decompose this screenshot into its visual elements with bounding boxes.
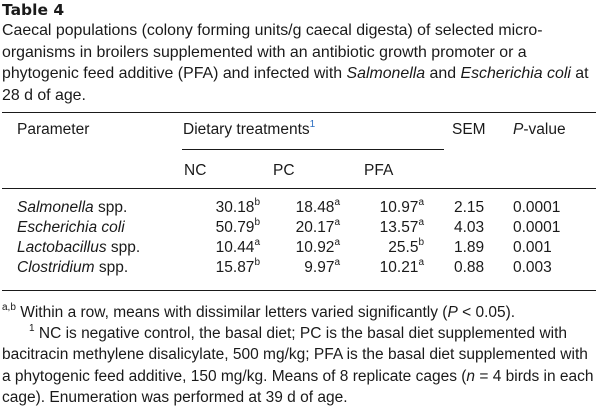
row-parameter xyxy=(17,218,125,237)
row-nc-number: 10.44 xyxy=(215,239,255,256)
row-pc-value xyxy=(296,238,340,257)
row-p-value: 0.0001 xyxy=(513,199,561,216)
row-nc-value xyxy=(216,218,260,237)
row-nc-letter: b xyxy=(254,256,260,268)
row-pc-letter: a xyxy=(334,196,340,208)
header-p-value xyxy=(513,120,566,139)
row-parameter-italic: Lactobacillus xyxy=(17,239,107,256)
row-nc-value xyxy=(216,198,260,217)
row-sem: 0.88 xyxy=(454,259,485,276)
row-parameter-italic: Escherichia coli xyxy=(17,219,125,236)
table-top-rule xyxy=(2,112,596,113)
header-nc: NC xyxy=(184,162,207,179)
footnote-ab-text: Within a row, means with dissimilar letters varied significantly ( xyxy=(15,304,448,321)
header-sem: SEM xyxy=(452,121,486,138)
header-p-rest: -value xyxy=(523,121,566,138)
footnote-1-tail: = 4 birds in each cage). Enumeration was performed at 39 d of age. xyxy=(2,367,594,407)
header-dietary-footnote-link[interactable]: 1 xyxy=(309,118,316,130)
table-title: Table 4 xyxy=(2,1,65,19)
footnote-ab-marker: a,b xyxy=(2,301,16,313)
row-p-value: 0.001 xyxy=(513,239,552,256)
header-dietary-label: Dietary treatments xyxy=(183,121,310,138)
header-bottom-rule xyxy=(2,188,596,189)
row-parameter xyxy=(17,198,127,217)
row-sem: 1.89 xyxy=(454,239,485,256)
footnote-1-text: NC is negative control, the basal diet; PC is the basal diet supplemented with bacitracin methylene disalicylate, 500 mg/kg; PFA is the basal diet supplemented with a phytogenic feed additive, 150 mg/kg. Means of 8 replicate cages ( xyxy=(2,325,588,385)
row-p-value: 0.0001 xyxy=(513,219,561,236)
row-nc-letter: b xyxy=(254,196,260,208)
row-pfa-number: 13.57 xyxy=(379,219,419,236)
row-pfa-letter: a xyxy=(418,256,424,268)
row-pc-letter: a xyxy=(334,216,340,228)
row-parameter xyxy=(17,238,140,257)
footnote-ab-tail: < 0.05). xyxy=(457,304,516,321)
row-pfa-letter: a xyxy=(418,216,424,228)
row-pc-number: 9.97 xyxy=(304,259,335,276)
row-sem: 4.03 xyxy=(454,219,485,236)
footnote-ab xyxy=(2,302,596,323)
row-pfa-value xyxy=(380,258,424,277)
header-p-italic: P xyxy=(513,121,524,138)
header-dietary-treatments xyxy=(183,120,315,139)
row-pc-value xyxy=(304,258,340,277)
row-pfa-number: 10.97 xyxy=(379,199,419,216)
row-pfa-letter: b xyxy=(418,236,424,248)
table-bottom-rule xyxy=(2,290,596,291)
row-pfa-number: 10.21 xyxy=(379,259,419,276)
header-parameter: Parameter xyxy=(17,121,90,138)
footnote-1-marker: 1 xyxy=(29,322,35,334)
row-pc-number: 10.92 xyxy=(295,239,335,256)
caption-tail: at 28 d of age. xyxy=(2,65,589,104)
row-pc-number: 20.17 xyxy=(295,219,335,236)
footnote-1 xyxy=(2,323,596,409)
row-pfa-number: 25.5 xyxy=(388,239,419,256)
caption-salmonella: Salmonella xyxy=(346,65,426,82)
footnote-1-n: n xyxy=(466,367,476,385)
row-pc-value xyxy=(296,198,340,217)
row-nc-letter: a xyxy=(254,236,260,248)
table-caption xyxy=(2,20,596,106)
header-sub-rule xyxy=(182,149,444,150)
row-nc-value xyxy=(216,258,260,277)
row-pfa-letter: a xyxy=(418,196,424,208)
row-pfa-value xyxy=(388,238,424,257)
row-pc-letter: a xyxy=(334,236,340,248)
row-pfa-value xyxy=(380,198,424,217)
row-parameter-italic: Clostridium xyxy=(17,259,95,276)
caption-and: and xyxy=(425,65,461,82)
row-parameter-rest: spp. xyxy=(106,239,141,256)
caption-ecoli: Escherichia coli xyxy=(460,65,571,82)
row-pc-letter: a xyxy=(334,256,340,268)
row-sem: 2.15 xyxy=(454,199,485,216)
row-parameter-rest: spp. xyxy=(93,199,128,216)
row-pfa-value xyxy=(380,218,424,237)
row-pc-number: 18.48 xyxy=(295,199,335,216)
row-parameter xyxy=(17,258,128,277)
row-nc-number: 50.79 xyxy=(215,219,255,236)
row-nc-value xyxy=(216,238,260,257)
row-nc-number: 30.18 xyxy=(215,199,255,216)
header-pc: PC xyxy=(273,162,295,179)
row-p-value: 0.003 xyxy=(513,259,552,276)
row-nc-number: 15.87 xyxy=(215,259,255,276)
row-pc-value xyxy=(296,218,340,237)
header-pfa: PFA xyxy=(364,162,394,179)
row-parameter-rest: spp. xyxy=(94,259,129,276)
row-nc-letter: b xyxy=(254,216,260,228)
caption-text: Caecal populations (colony forming units/g caecal digesta) of selected micro-organisms in broilers supplemented with an antibiotic growth promoter or a phytogenic feed additive (PFA) and infected with xyxy=(2,22,543,82)
row-parameter-italic: Salmonella xyxy=(17,199,94,216)
footnote-ab-p: P xyxy=(447,304,458,321)
